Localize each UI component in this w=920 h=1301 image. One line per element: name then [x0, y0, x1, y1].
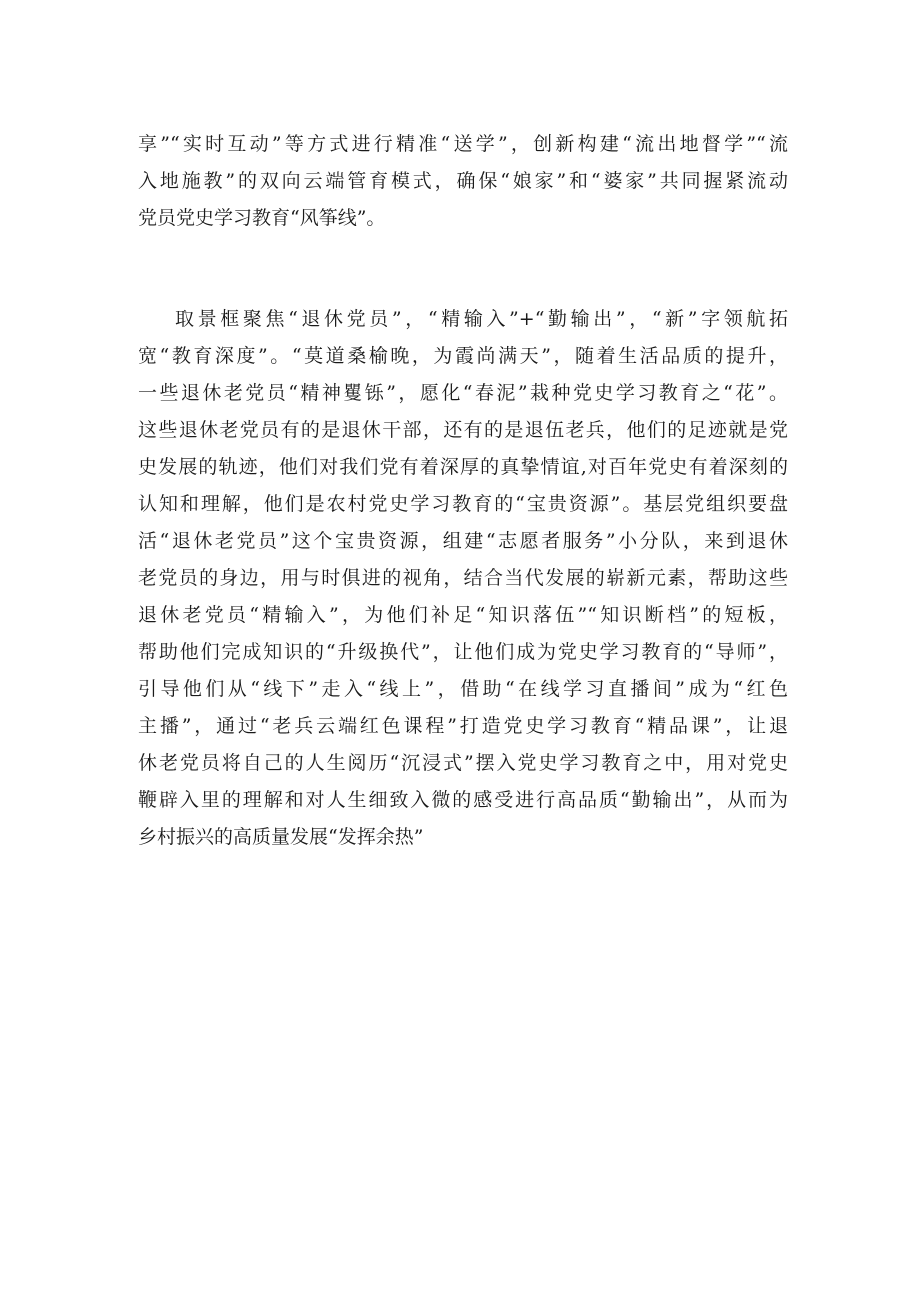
paragraph-line: 休老党员将自己的人生阅历“沉浸式”摆入党史学习教育之中，用对党史	[138, 752, 788, 774]
paragraph-line: 退休老党员“精输入”，为他们补足“知识落伍”“知识断档”的短板，	[138, 604, 788, 626]
paragraph-line: 入地施教”的双向云端管育模式，确保“娘家”和“婆家”共同握紧流动	[138, 170, 788, 192]
paragraph-line: 活“退休老党员”这个宝贵资源，组建“志愿者服务”小分队，来到退休	[138, 530, 788, 552]
paragraph-line: 乡村振兴的高质量发展“发挥余热”	[138, 826, 424, 848]
paragraph-line: 享”“实时互动”等方式进行精准“送学”，创新构建“流出地督学”“流	[138, 133, 788, 155]
paragraph-line: 引导他们从“线下”走入“线上”，借助“在线学习直播间”成为“红色	[138, 678, 788, 700]
paragraph-2	[138, 301, 788, 856]
paragraph-line: 宽“教育深度”。“莫道桑榆晚，为霞尚满天”，随着生活品质的提升，	[138, 345, 788, 367]
paragraph-line: 一些退休老党员“精神矍铄”，愿化“春泥”栽种党史学习教育之“花”。	[138, 382, 788, 404]
paragraph-line: 这些退休老党员有的是退休干部，还有的是退伍老兵，他们的足迹就是党	[138, 419, 788, 441]
paragraph-line: 老党员的身边，用与时俱进的视角，结合当代发展的崭新元素，帮助这些	[138, 567, 788, 589]
paragraph-line: 帮助他们完成知识的“升级换代”，让他们成为党史学习教育的“导师”，	[138, 641, 788, 663]
paragraph-line: 史发展的轨迹，他们对我们党有着深厚的真挚情谊,对百年党史有着深刻的	[138, 456, 788, 478]
paragraph-line: 主播”，通过“老兵云端红色课程”打造党史学习教育“精品课”，让退	[138, 715, 788, 737]
paragraph-line: 鞭辟入里的理解和对人生细致入微的感受进行高品质“勤输出”，从而为	[138, 789, 788, 811]
paragraph-line: 认知和理解，他们是农村党史学习教育的“宝贵资源”。基层党组织要盘	[138, 493, 788, 515]
paragraph-line: 党员党史学习教育“风筝线”。	[138, 207, 386, 229]
paragraph-1	[138, 126, 788, 237]
paragraph-line: 取景框聚焦“退休党员”，“精输入”+“勤输出”，“新”字领航拓	[175, 308, 788, 330]
